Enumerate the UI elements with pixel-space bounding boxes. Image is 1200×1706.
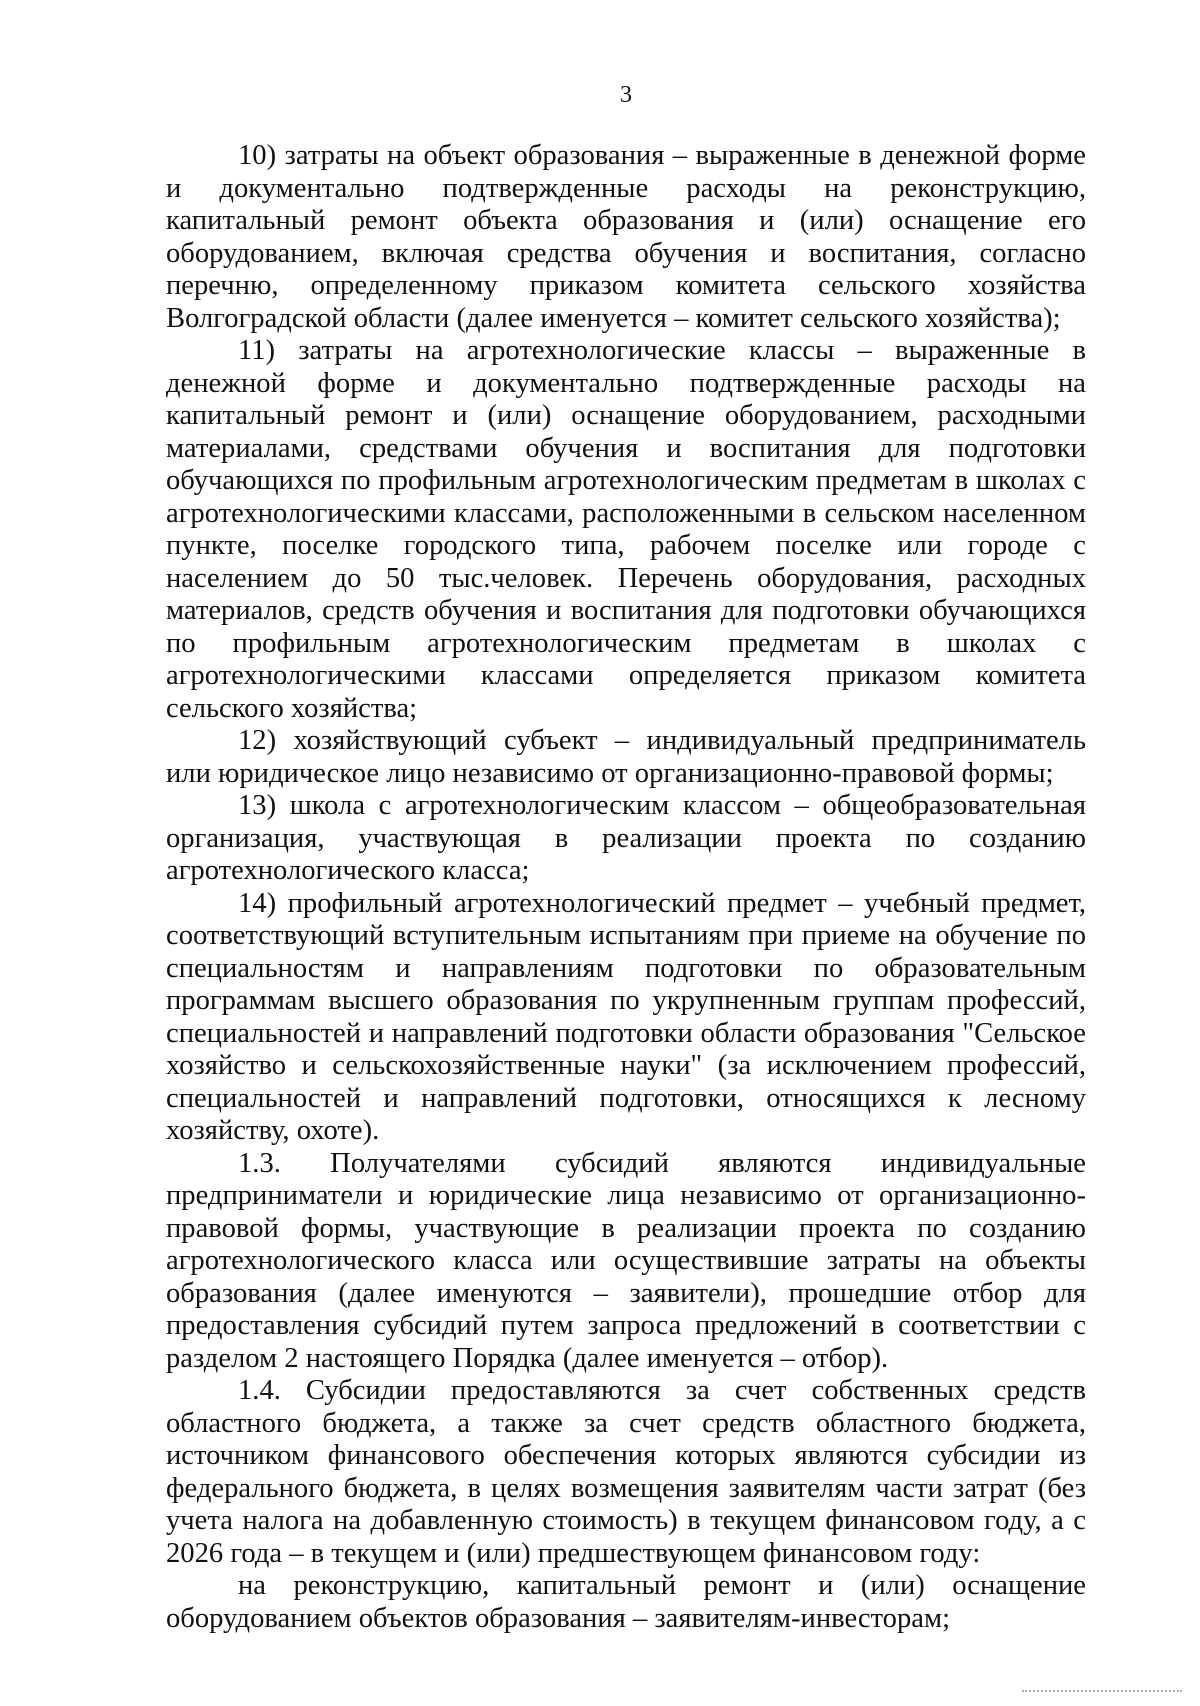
paragraph-section-1-4: 1.4. Субсидии предоставляются за счет собственных средств областного бюджета, а также за счет средств областного бюджета, источником финансового обеспечения которых являются субсидии из федерального бюджета, в целях возмещения заявителям части затрат (без учета налога на добавленную стоимость) в текущем финансовом году, а с 2026 года – в текущем и (или) предшествующем финансовом году:: [166, 1375, 1086, 1569]
paragraph-section-1-3: 1.3. Получателями субсидий являются индивидуальные предприниматели и юридические лица независимо от организационно-правовой формы, участвующие в реализации проекта по созданию агротехнологического класса или осуществившие затраты на объекты образования (далее именуются – заявители), прошедшие отбор для предоставления субсидий путем запроса предложений в соответствии с разделом 2 настоящего Порядка (далее именуется – отбор).: [166, 1147, 1086, 1374]
paragraph-item-10: 10) затраты на объект образования – выраженные в денежной форме и документально подтвержденные расходы на реконструкцию, капитальный ремонт объекта образования и (или) оснащение его оборудованием, включая средства обучения и воспитания, согласно перечню, определенному приказом комитета сельского хозяйства Волгоградской области (далее именуется – комитет сельского хозяйства);: [166, 140, 1086, 334]
page-number: 3: [620, 82, 632, 108]
paragraph-item-11: 11) затраты на агротехнологические классы – выраженные в денежной форме и документально подтвержденные расходы на капитальный ремонт и (или) оснащение оборудованием, расходными материалами, средствами обучения и воспитания для подготовки обучающихся по профильным агротехнологическим предметам в школах с агротехнологическими классами, расположенными в сельском населенном пункте, поселке городского типа, рабочем поселке или городе с населением до 50 тыс.человек. Перечень оборудования, расходных материалов, средств обучения и воспитания для подготовки обучающихся по профильным агротехнологическим предметам в школах с агротехнологическими классами определяется приказом комитета сельского хозяйства;: [166, 335, 1086, 724]
paragraph-investors: на реконструкцию, капитальный ремонт и (или) оснащение оборудованием объектов образования – заявителям-инвесторам;: [166, 1570, 1086, 1634]
paragraph-item-12: 12) хозяйствующий субъект – индивидуальный предприниматель или юридическое лицо независимо от организационно-правовой формы;: [166, 725, 1086, 789]
document-body: [166, 140, 1086, 1635]
paragraph-item-14: 14) профильный агротехнологический предмет – учебный предмет, соответствующий вступительным испытаниям при приеме на обучение по специальностям и направлениям подготовки по образовательным программам высшего образования по укрупненным группам профессий, специальностей и направлений подготовки области образования "Сельское хозяйство и сельскохозяйственные науки" (за исключением профессий, специальностей и направлений подготовки, относящихся к лесному хозяйству, охоте).: [166, 887, 1086, 1146]
scan-artifact-dots: [1022, 1690, 1182, 1694]
paragraph-item-13: 13) школа с агротехнологическим классом – общеобразовательная организация, участвующая в реализации проекта по созданию агротехнологического класса;: [166, 790, 1086, 886]
